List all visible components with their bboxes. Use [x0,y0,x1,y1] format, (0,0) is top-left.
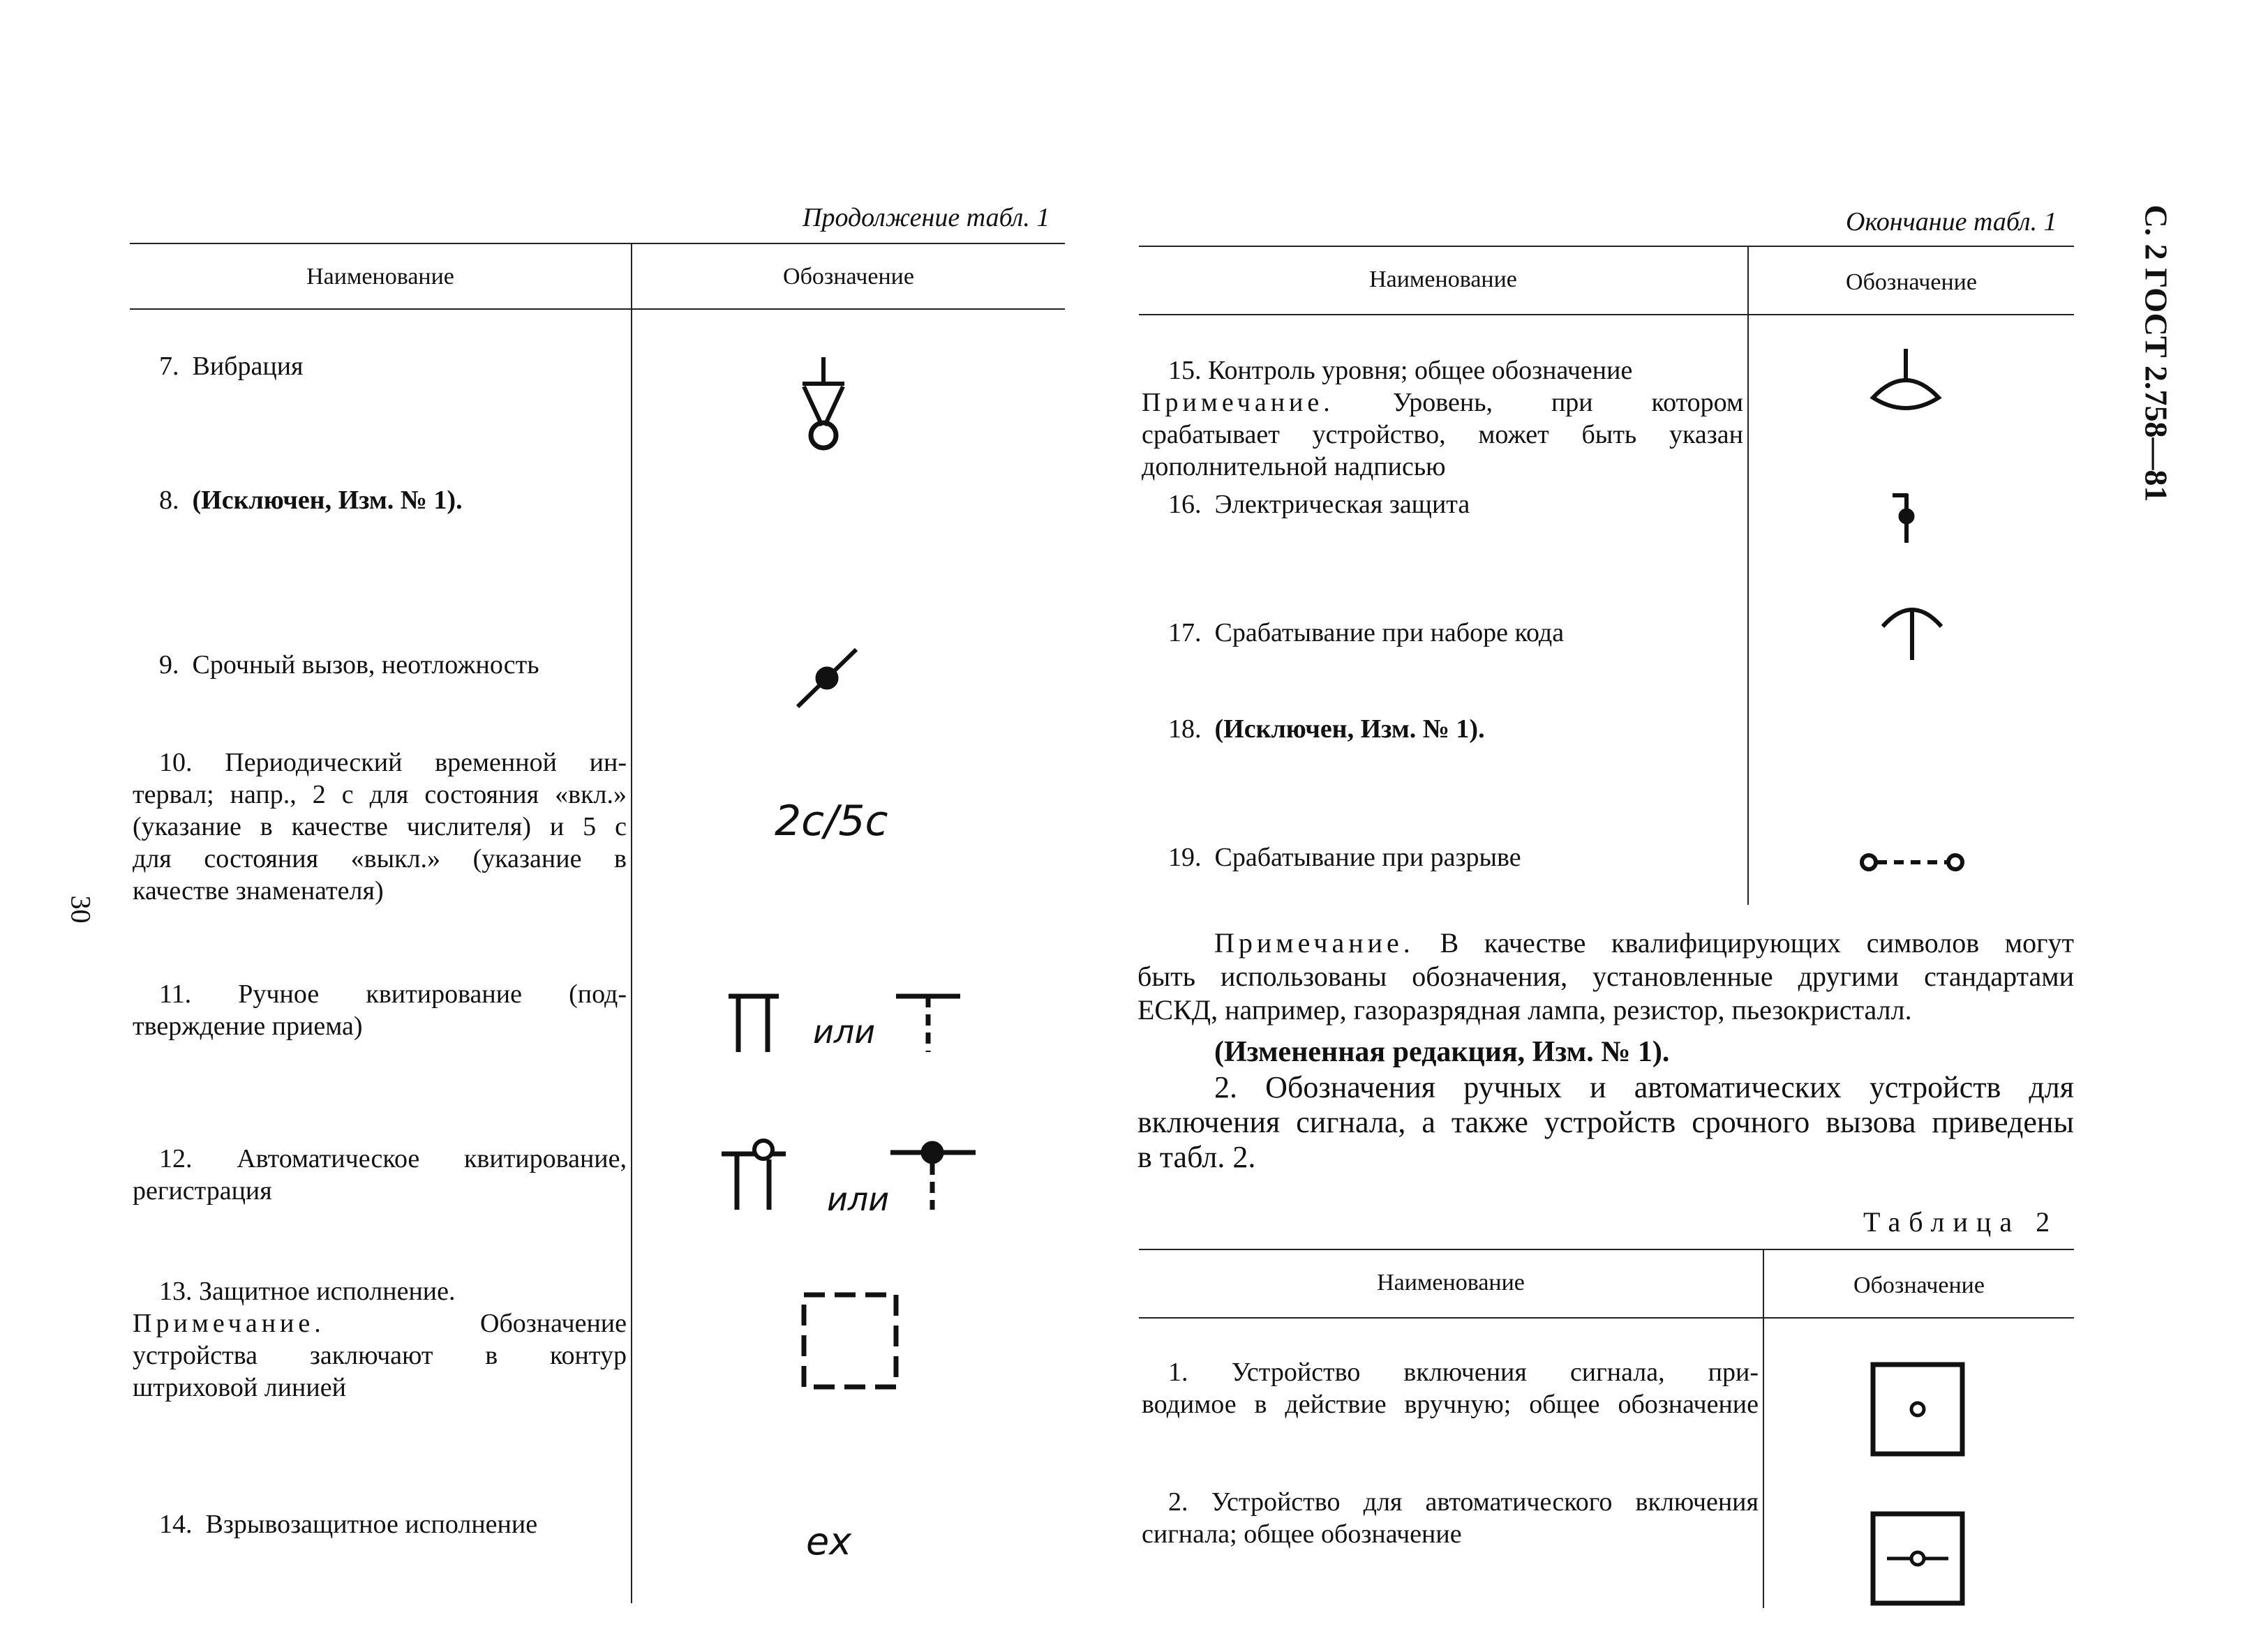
row-18-name: 18. (Исключен, Изм. № 1). [1168,714,1485,744]
level-control-symbol [1867,349,1944,419]
right-table-top-rule [1139,246,2074,247]
left-table-top-rule [130,243,1065,244]
amendment-note: (Измененная редакция, Изм. № 1). [1214,1036,1670,1068]
table-2-column-divider [1763,1249,1764,1608]
left-col-name-header: Наименование [306,264,454,290]
protective-design-symbol [801,1292,899,1390]
right-col-name-header: Наименование [1369,266,1517,292]
row-17-name: 17. Срабатывание при наборе кода [1168,618,1565,647]
row-14-name: 14. Взрывозащитное исполнение [159,1510,538,1539]
explosion-proof-symbol-text: ex [806,1519,852,1563]
page-number: 30 [65,895,97,924]
table-2-caption: Таблица 2 [1863,1206,2059,1238]
urgent-call-symbol [792,645,862,715]
manual-ack-symbol-a [726,991,782,1053]
right-table-header-rule [1139,314,2074,315]
manual-signal-device-symbol [1870,1362,1965,1457]
left-table-column-divider [631,243,632,1603]
row-19-name: 19. Срабатывание при разрыве [1168,843,1521,872]
row-16-name: 16. Электрическая защита [1168,490,1470,519]
row-11-name: 11. Ручное квитирование (под- тверждение приема) [133,979,627,1041]
table-2-row-1-name: 1. Устройство включения сигнала, при- водимое в действие вручную; общее обозначение [1142,1358,1759,1419]
manual-ack-symbol-b [893,991,963,1053]
right-table-caption: Окончание табл. 1 [1846,207,2057,236]
auto-ack-or: или [827,1180,890,1218]
paragraph-2: 2. Обозначения ручных и автоматических устройств для включения сигнала, а также устройств срочного вызова приведены в табл. 2. [1137,1070,2074,1174]
row-9-name: 9. Срочный вызов, неотложность [159,650,539,679]
right-table-column-divider [1747,246,1749,905]
left-col-symbol-header: Обозначение [783,264,914,290]
table-2-top-rule [1139,1249,2074,1250]
break-trigger-symbol [1859,848,1965,876]
row-8-name: 8. (Исключен, Изм. № 1). [159,486,463,515]
vibration-symbol [796,357,851,455]
manual-ack-or: или [813,1013,876,1051]
qualifying-symbols-note: Примечание. В качестве квалифицирующих символов могут быть использованы обозначения, установленные другими стандартами ЕСКД, например, газоразрядная лампа, резистор, пьезокристалл. [1137,927,2074,1026]
row-12-name: 12. Автоматическое квитирование, регистрация [133,1144,627,1206]
table-2-header-rule [1139,1317,2074,1319]
right-col-symbol-header: Обозначение [1846,269,1977,295]
row-13-name: 13. Защитное исполнение. Примечание. Обозначение устройства заключают в контур штриховой линией [133,1277,627,1402]
auto-signal-device-symbol [1870,1511,1965,1606]
table-2-col-name-header: Наименование [1377,1270,1525,1296]
left-table-header-rule [130,308,1065,310]
auto-ack-symbol-a [719,1136,789,1212]
electrical-protection-symbol [1884,490,1926,546]
code-dial-symbol [1877,599,1947,661]
row-7-name: 7. Вибрация [159,352,304,381]
row-10-name: 10. Периодический временной ин- тервал; напр., 2 с для состояния «вкл.» (указание в качестве числителя) и 5 с для состояния «выкл.» (указание в качестве знаменателя) [133,748,627,906]
interval-symbol-text: 2c/5c [775,797,888,846]
row-15-name: 15. Контроль уровня; общее обозначение Примечание. Уровень, при котором срабатывает устройство, может быть указан дополнительной надписью [1142,356,1744,481]
running-header: С. 2 ГОСТ 2.758—81 [2138,204,2174,502]
left-table-caption: Продолжение табл. 1 [803,203,1050,232]
table-2-col-symbol-header: Обозначение [1853,1272,1985,1298]
auto-ack-symbol-b [888,1136,978,1212]
table-2-row-2-name: 2. Устройство для автоматического включения сигнала; общее обозначение [1142,1487,1759,1549]
